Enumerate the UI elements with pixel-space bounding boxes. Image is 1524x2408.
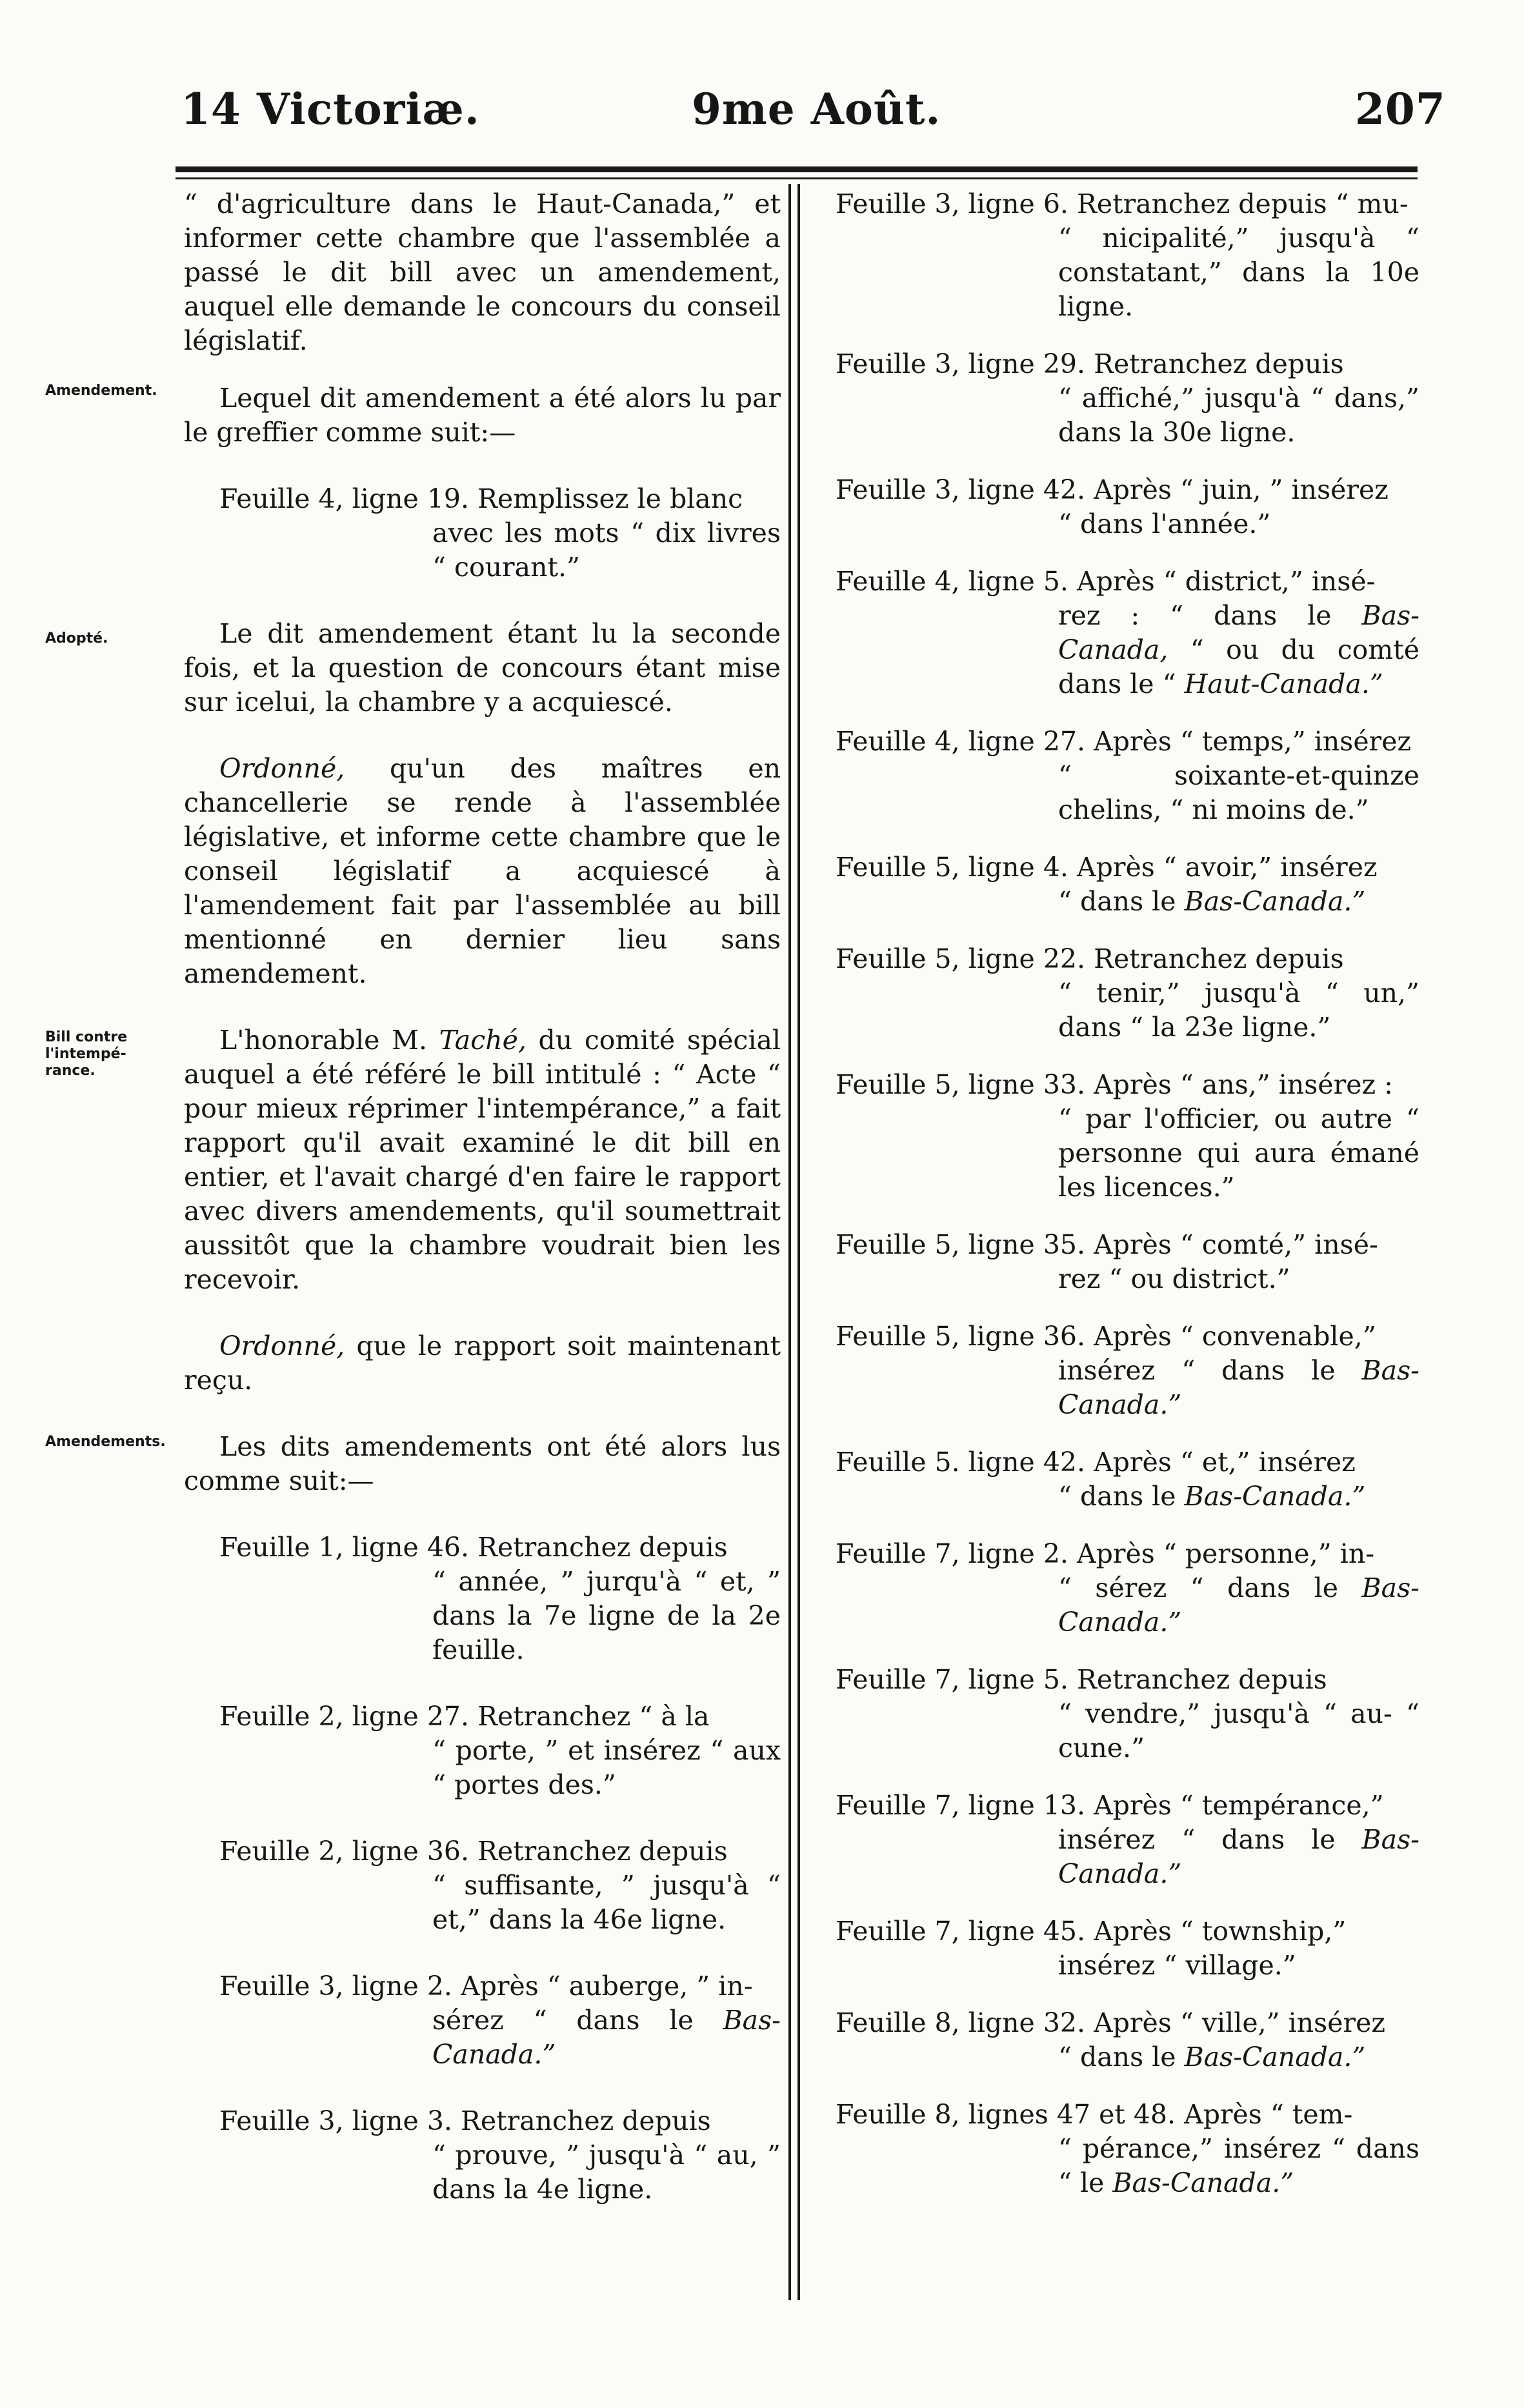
entry-r8 xyxy=(836,1068,1419,1205)
entry-r14 xyxy=(836,1789,1419,1891)
entry-lead: Feuille 8, ligne 32. Après “ ville,” insérez xyxy=(836,2007,1385,2038)
entry-continuation: “ affiché,” jusqu'à “ dans,” dans la 30e ligne. xyxy=(1058,383,1419,448)
entry-feuille-4-ligne-19 xyxy=(184,482,781,585)
entry-lead: Feuille 2, ligne 27. Retranchez “ à la xyxy=(219,1701,710,1732)
entry-feuille-3-ligne-3 xyxy=(184,2104,781,2207)
entry-lead: Feuille 7, ligne 5. Retranchez depuis xyxy=(836,1664,1327,1695)
italic-bas-canada: Bas-Canada.” xyxy=(1058,1824,1419,1889)
column-divider-right xyxy=(797,184,800,2300)
cont-text: insérez “ dans le xyxy=(1058,1355,1362,1386)
italic-bas-canada: Bas-Canada.” xyxy=(1058,1355,1419,1420)
entry-r1 xyxy=(836,187,1419,324)
entry-r3 xyxy=(836,473,1419,541)
margin-note-bill: Bill contre l'intempé-rance. xyxy=(45,1029,128,1079)
entry-lead: Feuille 5, ligne 35. Après “ comté,” insé- xyxy=(836,1229,1378,1260)
entry-lead: Feuille 5, ligne 36. Après “ convenable,” xyxy=(836,1321,1376,1352)
entry-continuation xyxy=(836,1823,1419,1891)
margin-note-adopte: Adopté. xyxy=(45,630,108,647)
entry-continuation: “ soixante-et-quinze chelins, “ ni moins de.” xyxy=(1058,760,1419,825)
paragraph-ordonne-recu xyxy=(184,1329,781,1398)
cont-text: “ pérance,” insérez “ dans “ le xyxy=(1058,2133,1419,2198)
italic-bas-canada: Bas-Canada, xyxy=(1058,600,1419,665)
entry-lead: Feuille 2, ligne 36. Retranchez depuis xyxy=(219,1836,728,1867)
entry-lead: Feuille 3, ligne 6. Retranchez depuis “ mu- xyxy=(836,188,1409,219)
entry-continuation: “ tenir,” jusqu'à “ un,” dans “ la 23e ligne.” xyxy=(1058,978,1419,1043)
entry-lead: Feuille 3, ligne 2. Après “ auberge, ” in- xyxy=(219,1971,753,2002)
entry-continuation xyxy=(836,1354,1419,1422)
cont-text: “ dans le xyxy=(1058,886,1185,917)
entry-lead: Feuille 5, ligne 33. Après “ ans,” insérez : xyxy=(836,1069,1393,1100)
entry-continuation xyxy=(836,1571,1419,1640)
entry-r4 xyxy=(836,565,1419,701)
italic-bas-canada: Bas-Canada.” xyxy=(1184,2042,1366,2072)
entry-continuation xyxy=(836,1480,1419,1514)
ordonne-recu-text: que le rapport soit maintenant reçu. xyxy=(184,1330,781,1396)
italic-bas-canada: Bas-Canada.” xyxy=(1112,2167,1294,2198)
cont-text: “ dans le xyxy=(1058,2042,1185,2072)
entry-lead: Feuille 5, ligne 4. Après “ avoir,” insérez xyxy=(836,852,1378,883)
entry-lead: Feuille 4, ligne 5. Après “ district,” insé- xyxy=(836,566,1376,597)
entry-continuation xyxy=(836,885,1419,919)
entry-lead: Feuille 4, ligne 27. Après “ temps,” insérez xyxy=(836,726,1412,757)
paragraph-tache-rapport xyxy=(184,1023,781,1297)
ordonne-text: qu'un des maîtres en chancellerie se rende à l'assemblée législative, et informe cette chambre que le conseil législatif a acquiescé à l'amendement fait par l'assemblée au bill mentionné en dernier lieu sans amendement. xyxy=(184,753,781,989)
cont-text: “ ou du comté dans le “ xyxy=(1058,634,1419,699)
entry-continuation: “ année, ” jurqu'à “ et, ” dans la 7e ligne de la 2e feuille. xyxy=(432,1566,781,1665)
entry-r16 xyxy=(836,2006,1419,2074)
cont-text: insérez “ dans le xyxy=(1058,1824,1362,1855)
left-column xyxy=(184,187,781,2207)
entry-continuation: “ dans l'année.” xyxy=(1058,508,1271,539)
italic-ordonne: Ordonné, xyxy=(219,753,345,784)
entry-lead: Feuille 7, ligne 45. Après “ township,” xyxy=(836,1916,1347,1947)
page-number: 207 xyxy=(1355,84,1446,134)
entry-feuille-3-ligne-2 xyxy=(184,1969,781,2072)
italic-ordonne-2: Ordonné, xyxy=(219,1330,345,1361)
entry-lead: Feuille 1, ligne 46. Retranchez depuis xyxy=(219,1532,728,1563)
running-head-left: 14 Victoriæ. xyxy=(181,84,480,134)
margin-note-amendement: Amendement. xyxy=(45,383,157,399)
entry-lead: Feuille 5, ligne 22. Retranchez depuis xyxy=(836,943,1344,974)
entry-lead: Feuille 3, ligne 42. Après “ juin, ” insérez xyxy=(836,474,1389,505)
running-head-date: 9me Août. xyxy=(692,84,941,134)
right-column xyxy=(836,187,1419,2200)
entry-r11 xyxy=(836,1445,1419,1514)
paragraph-amendement-lu: Lequel dit amendement a été alors lu par le greffier comme suit:— xyxy=(184,383,781,448)
entry-r10 xyxy=(836,1319,1419,1422)
entry-continuation: “ vendre,” jusqu'à “ au- “ cune.” xyxy=(1058,1698,1419,1763)
entry-r13 xyxy=(836,1663,1419,1765)
tache-prefix: L'honorable M. xyxy=(219,1025,439,1056)
paragraph-seconde-fois: Le dit amendement étant lu la seconde fois, et la question de concours étant mise sur icelui, la chambre y a acquiescé. xyxy=(184,618,781,717)
entry-feuille-1-ligne-46 xyxy=(184,1530,781,1667)
entry-r5 xyxy=(836,725,1419,827)
entry-lead: Feuille 8, lignes 47 et 48. Après “ tem- xyxy=(836,2099,1353,2130)
entry-r12 xyxy=(836,1537,1419,1640)
entry-lead: Feuille 3, ligne 29. Retranchez depuis xyxy=(836,348,1344,379)
entry-lead: Feuille 5. ligne 42. Après “ et,” insérez xyxy=(836,1447,1356,1478)
entry-lead: Feuille 3, ligne 3. Retranchez depuis xyxy=(219,2105,711,2136)
cont-text: “ dans le xyxy=(1058,1481,1185,1512)
paragraph-amendements-lus: Les dits amendements ont été alors lus comme suit:— xyxy=(184,1431,781,1496)
column-divider-left xyxy=(788,184,791,2300)
entry-feuille-2-ligne-36 xyxy=(184,1834,781,1937)
entry-continuation xyxy=(836,599,1419,701)
entry-r15 xyxy=(836,1914,1419,1983)
entry-continuation: “ par l'officier, ou autre “ personne qui aura émané les licences.” xyxy=(1058,1103,1419,1203)
entry-r9 xyxy=(836,1228,1419,1296)
paragraph-ordonne-chancellerie xyxy=(184,752,781,991)
entry-r2 xyxy=(836,347,1419,450)
entry-continuation: “ prouve, ” jusqu'à “ au, ” dans la 4e ligne. xyxy=(432,2140,781,2205)
italic-haut-canada: Haut-Canada.” xyxy=(1184,668,1383,699)
entry-continuation: “ nicipalité,” jusqu'à “ constatant,” dans la 10e ligne. xyxy=(1058,223,1419,322)
entry-lead: Feuille 4, ligne 19. Remplissez le blanc xyxy=(219,483,743,514)
cont-text: “ sérez “ dans le xyxy=(1058,1572,1362,1603)
italic-bas-canada: Bas-Canada.” xyxy=(1184,1481,1366,1512)
header-rule-thick xyxy=(175,166,1418,172)
entry-continuation xyxy=(836,2132,1419,2200)
entry-r7 xyxy=(836,942,1419,1045)
entry-continuation: rez “ ou district.” xyxy=(1058,1263,1290,1294)
tache-text: du comité spécial auquel a été référé le bill intitulé : “ Acte “ pour mieux réprimer l'intempérance,” a fait rapport qu'il avait examiné le dit bill en entier, et l'avait chargé d'en faire le rapport avec divers amendements, qu'il soumettrait aussitôt que la chambre voudrait bien les recevoir. xyxy=(184,1025,781,1295)
entry-continuation: “ porte, ” et insérez “ aux “ portes des.” xyxy=(432,1735,781,1800)
cont-text: sérez “ dans le xyxy=(432,2005,723,2036)
entry-continuation xyxy=(219,2003,781,2072)
entry-lead: Feuille 7, ligne 2. Après “ personne,” in- xyxy=(836,1538,1375,1569)
italic-tache: Taché, xyxy=(439,1025,526,1056)
entry-r6 xyxy=(836,850,1419,919)
margin-note-amendements: Amendements. xyxy=(45,1434,166,1450)
cont-text: rez : “ dans le xyxy=(1058,600,1362,631)
header-rule-thin xyxy=(175,177,1418,179)
italic-bas-canada: Bas-Canada.” xyxy=(432,2005,781,2070)
entry-continuation: avec les mots “ dix livres “ courant.” xyxy=(432,517,781,583)
entry-continuation: insérez “ village.” xyxy=(1058,1950,1296,1981)
entry-continuation: “ suffisante, ” jusqu'à “ et,” dans la 46e ligne. xyxy=(432,1870,781,1935)
italic-bas-canada: Bas-Canada.” xyxy=(1058,1572,1419,1638)
entry-r17 xyxy=(836,2098,1419,2200)
entry-continuation xyxy=(836,2040,1419,2074)
entry-feuille-2-ligne-27 xyxy=(184,1700,781,1802)
entry-lead: Feuille 7, ligne 13. Après “ tempérance,” xyxy=(836,1790,1384,1821)
italic-bas-canada: Bas-Canada.” xyxy=(1184,886,1366,917)
paragraph-agriculture: “ d'agriculture dans le Haut-Canada,” et informer cette chambre que l'assemblée a passé le dit bill avec un amendement, auquel elle demande le concours du conseil législatif. xyxy=(184,188,781,356)
